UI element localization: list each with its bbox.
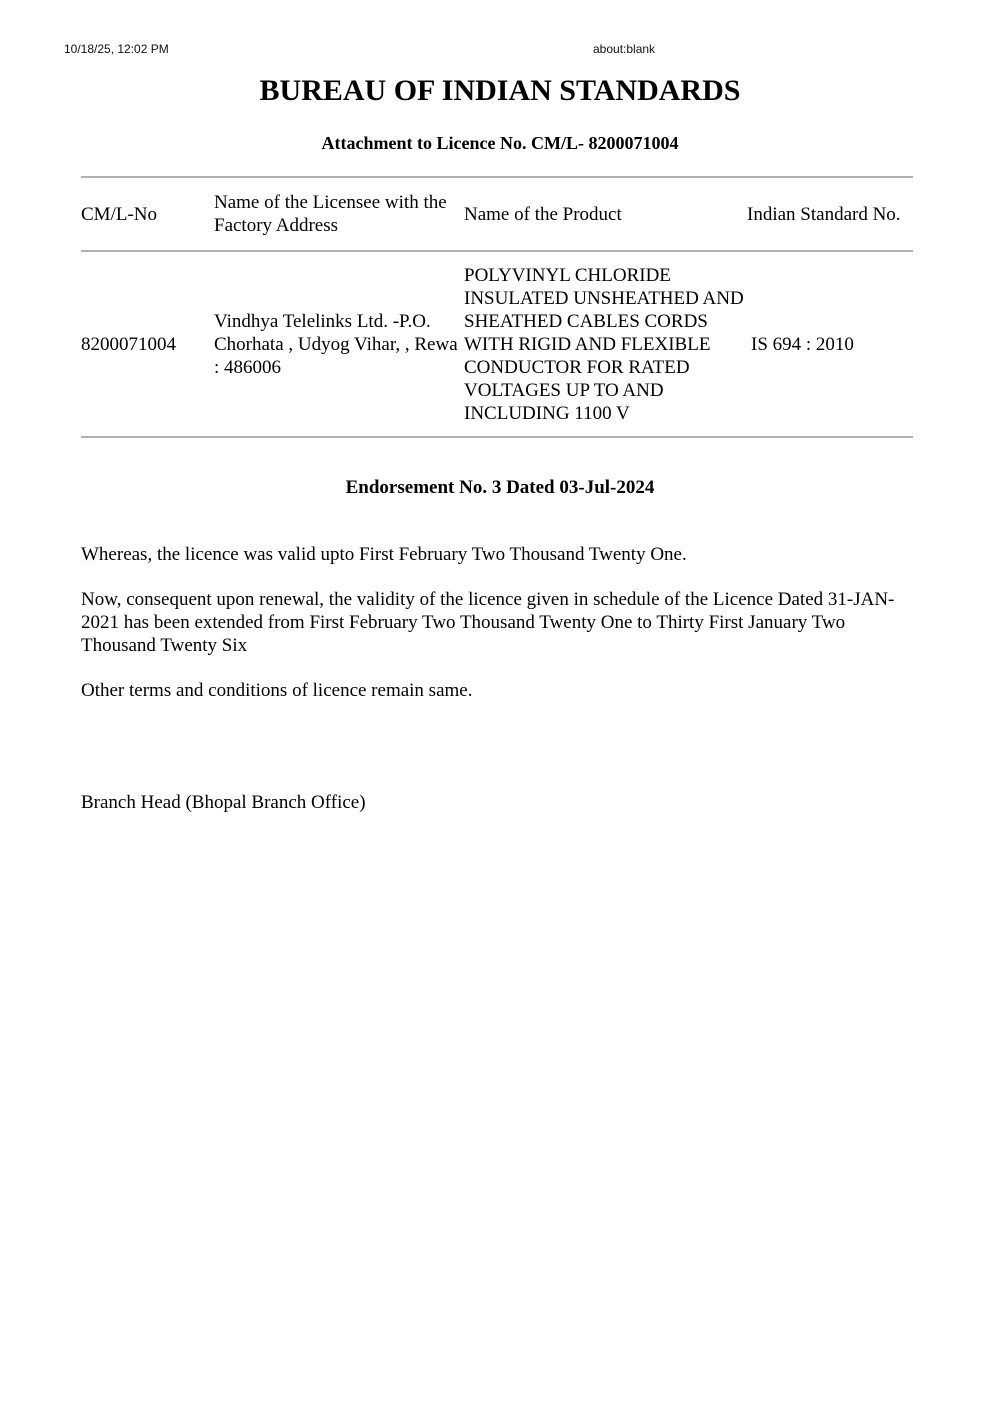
paragraph-renewal: Now, consequent upon renewal, the validity of the licence given in schedule of the Licence Dated 31-JAN-2021 has been extended from First February Two Thousand Twenty One to Thirty First January Two Thousand Twenty Six — [81, 589, 895, 656]
cell-licensee: Vindhya Telelinks Ltd. -P.O. Chorhata , Udyog Vihar, , Rewa : 486006 — [214, 310, 458, 378]
endorsement-heading: Endorsement No. 3 Dated 03-Jul-2024 — [345, 477, 655, 498]
print-header — [0, 42, 1000, 58]
header-product: Name of the Product — [464, 203, 622, 225]
signatory: Branch Head (Bhopal Branch Office) — [81, 792, 366, 813]
document-title: BUREAU OF INDIAN STANDARDS — [259, 74, 741, 107]
table-row — [81, 251, 913, 437]
cell-product: POLYVINYL CHLORIDE INSULATED UNSHEATHED AND SHEATHED CABLES CORDS WITH RIGID AND FLEXIBLE CONDUCTOR FOR RATED VOLTAGES UP TO AND INCLUDING 1100 V — [464, 264, 744, 424]
header-licensee: Name of the Licensee with the Factory Address — [214, 192, 447, 236]
table-header-row — [81, 177, 913, 251]
header-standard: Indian Standard No. — [747, 203, 901, 225]
header-cml-no: CM/L-No — [81, 203, 157, 225]
paragraph-terms: Other terms and conditions of licence remain same. — [81, 680, 473, 701]
cell-cml-no: 8200071004 — [81, 333, 176, 355]
paragraph-validity: Whereas, the licence was valid upto First February Two Thousand Twenty One. — [81, 544, 687, 565]
licence-table — [81, 176, 913, 438]
print-url: about:blank — [593, 42, 656, 56]
document-subtitle: Attachment to Licence No. CM/L- 8200071004 — [321, 133, 679, 153]
cell-standard: IS 694 : 2010 — [751, 333, 854, 355]
print-datetime: 10/18/25, 12:02 PM — [64, 42, 169, 56]
